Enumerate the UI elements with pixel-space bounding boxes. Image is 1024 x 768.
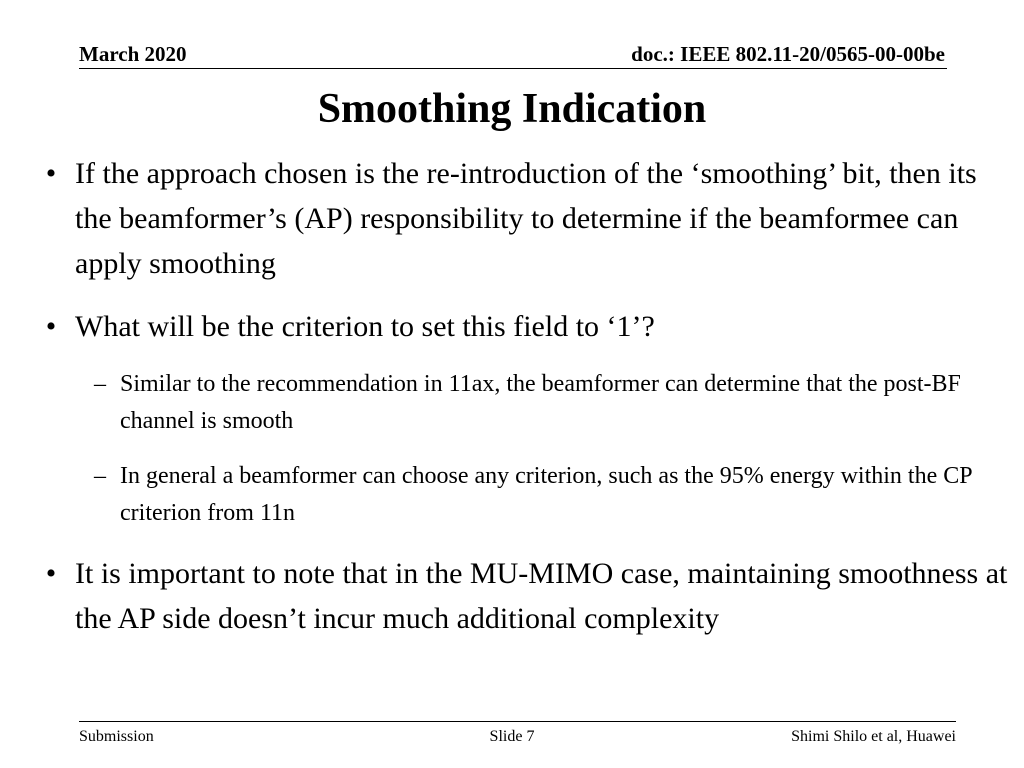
slide-title: Smoothing Indication	[317, 86, 707, 132]
bullet-text: If the approach chosen is the re-introduction of the ‘smoothing’ bit, then its the beamformer’s (AP) responsibility to determine if the beamformee can apply smoothing	[75, 157, 977, 280]
bullet-item-1	[28, 151, 1008, 286]
bullet-marker: •	[45, 310, 57, 343]
sub-bullet-text: Similar to the recommendation in 11ax, the beamformer can determine that the post-BF channel is smooth	[120, 371, 961, 434]
bullet-text: It is important to note that in the MU-MIMO case, maintaining smoothness at the AP side doesn’t incur much additional complexity	[75, 557, 1008, 635]
header-doc-id: doc.: IEEE 802.11-20/0565-00-00be	[631, 42, 945, 66]
sub-bullet-item-2	[86, 458, 986, 532]
bullet-marker: •	[45, 157, 57, 190]
bullet-item-2	[28, 304, 1008, 349]
dash-marker: –	[94, 463, 106, 489]
dash-marker: –	[94, 371, 106, 397]
footer-submission: Submission	[79, 728, 154, 745]
bullet-item-3	[28, 551, 1008, 641]
bullet-text: What will be the criterion to set this field to ‘1’?	[75, 310, 655, 343]
header-date: March 2020	[79, 42, 187, 66]
bullet-marker: •	[45, 557, 57, 590]
footer-authors: Shimi Shilo et al, Huawei	[791, 728, 956, 745]
footer-slide-number: Slide 7	[489, 728, 535, 745]
sub-bullet-text: In general a beamformer can choose any criterion, such as the 95% energy within the CP criterion from 11n	[120, 463, 972, 526]
sub-bullet-item-1	[86, 366, 986, 440]
footer-divider	[79, 721, 956, 722]
